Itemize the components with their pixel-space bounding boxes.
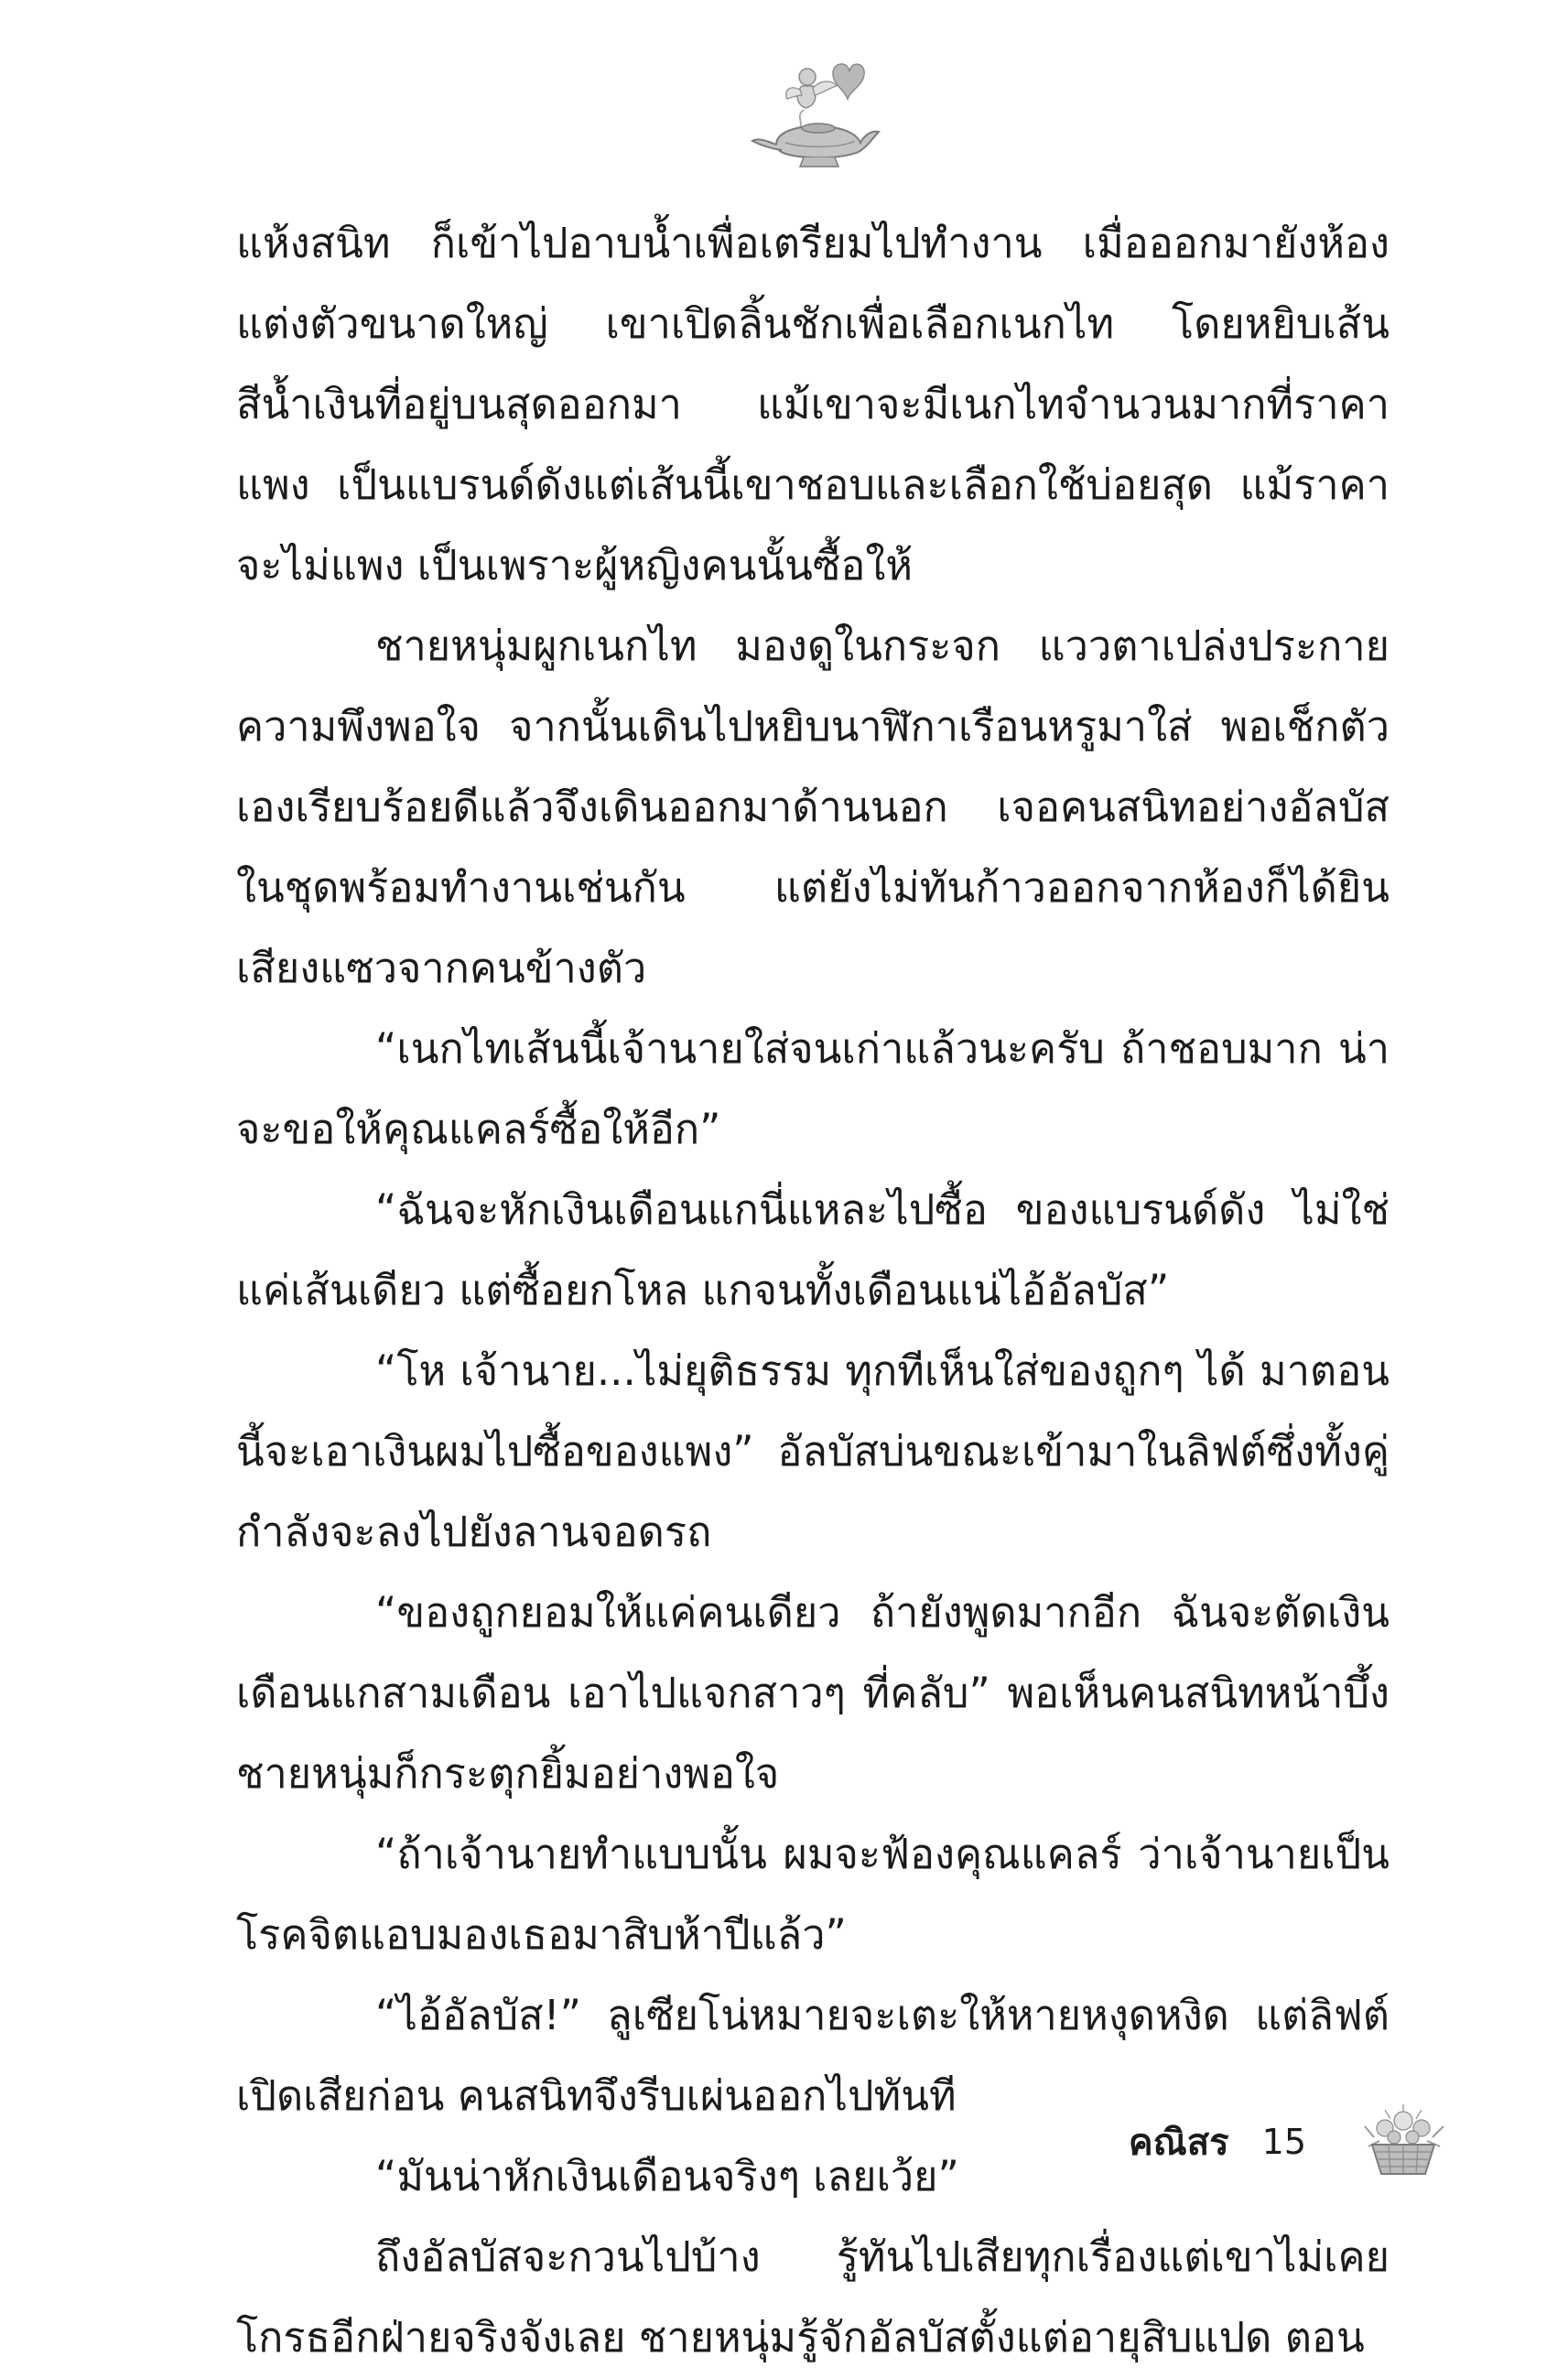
paragraph: “มันน่าหักเงินเดือนจริงๆ เลยเว้ย”: [375, 2152, 959, 2200]
paragraph: “ไอ้อัลบัส!” ลูเซียโน่หมายจะเตะให้หายหงุดหงิด แต่ลิฟต์เปิดเสียก่อน คนสนิทจึงรีบเผ่นออกไปทันที: [236, 1991, 1390, 2120]
genie-lamp-icon: [749, 46, 895, 174]
paragraph: ชายหนุ่มผูกเนกไท มองดูในกระจก แววตาเปล่งประกายความพึงพอใจ จากนั้นเดินไปหยิบนาฬิกาเรือนหรูมาใส่ พอเช็กตัวเองเรียบร้อยดีแล้วจึงเดินออกมาด้านนอก เจอคนสนิทอย่างอัลบัสในชุดพร้อมทำงานเช่นกัน แต่ยังไม่ทันก้าวออกจากห้องก็ได้ยินเสียงแซวจากคนข้างตัว: [236, 622, 1390, 992]
author-name: คณิสร: [1128, 2122, 1229, 2164]
paragraph: “ถ้าเจ้านายทำแบบนั้น ผมจะฟ้องคุณแคลร์ ว่าเจ้านายเป็นโรคจิตแอบมองเธอมาสิบห้าปีแล้ว”: [236, 1830, 1390, 1959]
paragraph: “ของถูกยอมให้แค่คนเดียว ถ้ายังพูดมากอีก ฉันจะตัดเงินเดือนแกสามเดือน เอาไปแจกสาวๆ ที่คลับ” พอเห็นคนสนิทหน้าบึ้งชายหนุ่มก็กระตุกยิ้มอย่างพอใจ: [236, 1588, 1390, 1798]
page-number: 15: [1261, 2122, 1306, 2162]
paragraph: แห้งสนิท ก็เข้าไปอาบน้ำเพื่อเตรียมไปทำงาน เมื่อออกมายังห้องแต่งตัวขนาดใหญ่ เขาเปิดลิ้นชักเพื่อเลือกเนกไท โดยหยิบเส้นสีน้ำเงินที่อยู่บนสุดออกมา แม้เขาจะมีเนกไทจำนวนมากที่ราคาแพง เป็นแบรนด์ดังแต่เส้นนี้เขาชอบและเลือกใช้บ่อยสุด แม้ราคาจะไม่แพง เป็นเพราะผู้หญิงคนนั้นซื้อให้: [236, 219, 1390, 589]
paragraph: ถึงอัลบัสจะกวนไปบ้าง รู้ทันไปเสียทุกเรื่องแต่เขาไม่เคยโกรธอีกฝ่ายจริงจังเลย ชายหนุ่มรู้จักอัลบัสตั้งแต่อายุสิบแปด ตอน: [236, 2232, 1390, 2362]
paragraph: “โห เจ้านาย...ไม่ยุติธรรม ทุกทีเห็นใส่ของถูกๆ ได้ มาตอนนี้จะเอาเงินผมไปซื้อของแพง” อัลบัสบ่นขณะเข้ามาในลิฟต์ซึ่งทั้งคู่กำลังจะลงไปยังลานจอดรถ: [236, 1346, 1390, 1556]
paragraph: “ฉันจะหักเงินเดือนแกนี่แหละไปซื้อ ของแบรนด์ดัง ไม่ใช่แค่เส้นเดียว แต่ซื้อยกโหล แกจนทั้งเดือนแน่ไอ้อัลบัส”: [236, 1185, 1390, 1314]
page-footer: [1129, 2101, 1449, 2183]
paragraph: “เนกไทเส้นนี้เจ้านายใส่จนเก่าแล้วนะครับ ถ้าชอบมาก น่าจะขอให้คุณแคลร์ซื้อให้อีก”: [236, 1024, 1390, 1153]
page-body: [236, 203, 1390, 2378]
flower-basket-icon: [1357, 2101, 1449, 2183]
